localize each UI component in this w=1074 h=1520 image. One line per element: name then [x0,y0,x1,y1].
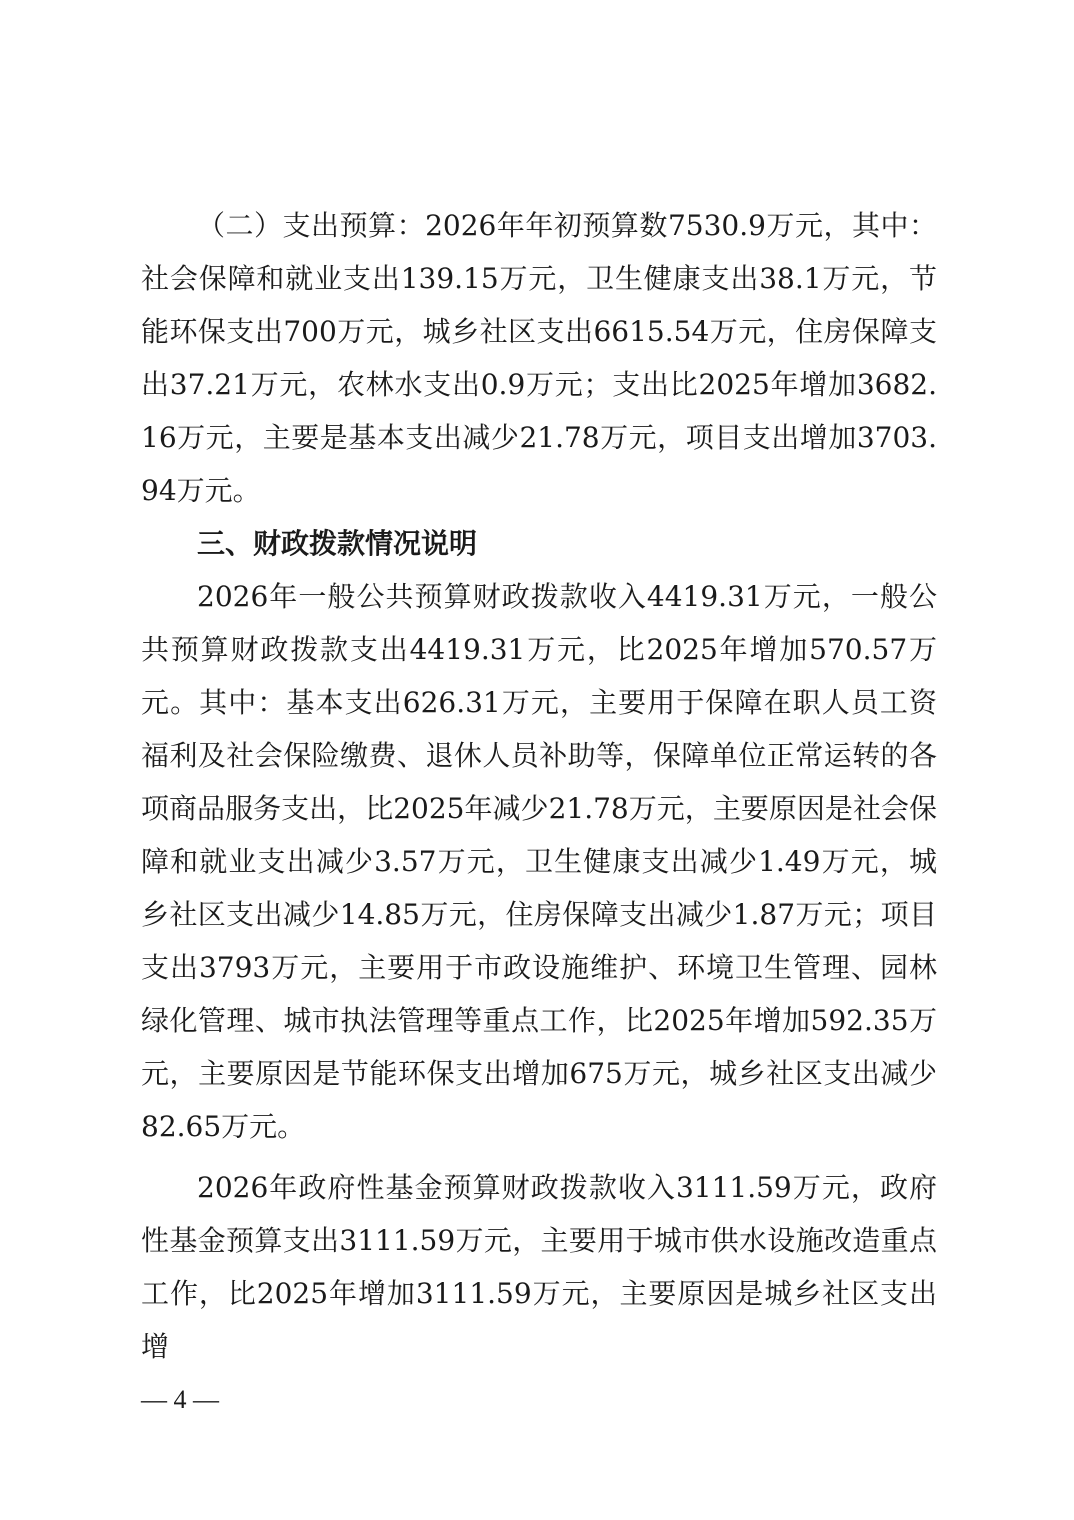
paragraph-expenditure-budget: （二）支出预算：2026年年初预算数7530.9万元，其中：社会保障和就业支出139.15万元，卫生健康支出38.1万元，节能环保支出700万元，城乡社区支出6615.54万元，住房保障支出37.21万元，农林水支出0.9万元；支出比2025年增加3682.16万元，主要是基本支出减少21.78万元，项目支出增加3703.94万元。 [141,209,937,507]
section-heading: 三、财政拨款情况说明 [197,527,478,560]
paragraph-government-fund-budget: 2026年政府性基金预算财政拨款收入3111.59万元，政府性基金预算支出3111.59万元，主要用于城市供水设施改造重点工作，比2025年增加3111.59万元，主要原因是城乡社区支出增 [141,1171,937,1363]
body-text [141,199,937,1373]
page-number: — 4 — [141,1385,219,1414]
paragraph-spacer [141,1153,937,1161]
paragraph-general-budget: 2026年一般公共预算财政拨款收入4419.31万元，一般公共预算财政拨款支出4419.31万元，比2025年增加570.57万元。其中：基本支出626.31万元，主要用于保障在职人员工资福利及社会保险缴费、退休人员补助等，保障单位正常运转的各项商品服务支出，比2025年减少21.78万元，主要原因是社会保障和就业支出减少3.57万元，卫生健康支出减少1.49万元，城乡社区支出减少14.85万元，住房保障支出减少1.87万元；项目支出3793万元，主要用于市政设施维护、环境卫生管理、园林绿化管理、城市执法管理等重点工作，比2025年增加592.35万元，主要原因是节能环保支出增加675万元，城乡社区支出减少82.65万元。 [141,580,937,1143]
